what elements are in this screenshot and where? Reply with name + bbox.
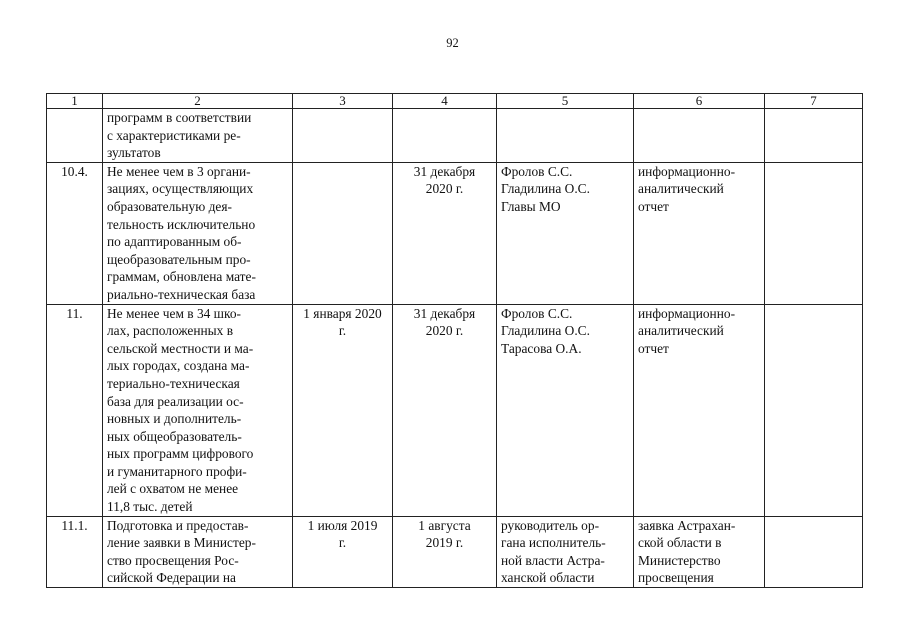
- cell-line: Главы МО: [501, 198, 561, 214]
- column-header: 4: [393, 94, 497, 109]
- item-number-cell: 10.4.: [47, 162, 103, 304]
- cell-line: риально-техническая база: [107, 286, 256, 302]
- cell-line: база для реализации ос-: [107, 393, 244, 409]
- cell-line: аналитический: [638, 323, 724, 339]
- cell-line: лых городах, создана ма-: [107, 358, 250, 374]
- cell-line: отчет: [638, 340, 669, 356]
- table-row: [47, 109, 863, 163]
- cell-line: программ в соответствии: [107, 110, 252, 125]
- column-header: 1: [47, 94, 103, 109]
- cell-line: 31 декабря: [413, 163, 476, 179]
- cell-line: 31 декабря: [413, 305, 476, 321]
- note-cell: [765, 304, 863, 516]
- activity-cell: [103, 162, 293, 304]
- responsible-cell: [497, 162, 634, 304]
- note-cell: [765, 516, 863, 587]
- end-date-cell: [393, 109, 497, 163]
- cell-line: 1 января 2020: [303, 305, 382, 321]
- cell-line: ханской области: [501, 570, 595, 586]
- start-date-cell: [293, 516, 393, 587]
- table-body: [47, 109, 863, 588]
- activity-cell: [103, 516, 293, 587]
- responsible-cell: [497, 109, 634, 163]
- cell-line: ной власти Астра-: [501, 552, 605, 568]
- cell-line: 2020 г.: [425, 181, 464, 197]
- cell-line: ление заявки в Министер-: [107, 535, 256, 551]
- cell-line: ской области в: [638, 535, 722, 551]
- cell-line: лах, расположенных в: [107, 323, 234, 339]
- result-cell: [634, 109, 765, 163]
- page-number: 92: [446, 36, 459, 50]
- cell-line: граммам, обновлена мате-: [107, 269, 256, 285]
- responsible-cell: [497, 304, 634, 516]
- item-number-cell: [47, 109, 103, 163]
- table-row: [47, 162, 863, 304]
- cell-line: ных общеобразователь-: [107, 428, 242, 444]
- cell-line: Не менее чем в 34 шко-: [107, 305, 241, 321]
- cell-line: лей с охватом не менее: [107, 481, 239, 497]
- item-number-cell: 11.: [47, 304, 103, 516]
- cell-line: зультатов: [107, 145, 161, 161]
- cell-line: г.: [338, 535, 347, 551]
- cell-line: Не менее чем в 3 органи-: [107, 163, 251, 179]
- end-date-cell: [393, 162, 497, 304]
- cell-line: тельность исключительно: [107, 216, 256, 232]
- cell-line: Подготовка и предостав-: [107, 517, 249, 533]
- activity-cell: [103, 304, 293, 516]
- table-row: [47, 516, 863, 587]
- column-header: 3: [293, 94, 393, 109]
- result-cell: [634, 162, 765, 304]
- result-cell: [634, 304, 765, 516]
- cell-line: Гладилина О.С.: [501, 323, 590, 339]
- start-date-cell: [293, 304, 393, 516]
- cell-line: новных и дополнитель-: [107, 411, 242, 427]
- cell-line: и гуманитарного профи-: [107, 463, 247, 479]
- cell-line: щеобразовательным про-: [107, 251, 251, 267]
- note-cell: [765, 162, 863, 304]
- cell-line: 1 августа: [418, 517, 471, 533]
- end-date-cell: [393, 304, 497, 516]
- cell-line: просвещения: [638, 570, 714, 586]
- column-header: 6: [634, 94, 765, 109]
- header-row: [47, 94, 863, 109]
- cell-line: г.: [338, 323, 347, 339]
- cell-line: по адаптированным об-: [107, 234, 242, 250]
- cell-line: 1 июля 2019: [307, 517, 378, 533]
- result-cell: [634, 516, 765, 587]
- cell-line: Фролов С.С.: [501, 163, 573, 179]
- cell-line: руководитель ор-: [501, 517, 600, 533]
- cell-line: отчет: [638, 198, 669, 214]
- cell-line: Фролов С.С.: [501, 305, 573, 321]
- cell-line: ство просвещения Рос-: [107, 552, 239, 568]
- cell-line: информационно-: [638, 305, 736, 321]
- responsible-cell: [497, 516, 634, 587]
- cell-line: зациях, осуществляющих: [107, 181, 254, 197]
- activity-cell: [103, 109, 293, 163]
- cell-line: с характеристиками ре-: [107, 127, 241, 143]
- cell-line: образовательную дея-: [107, 198, 232, 214]
- column-header: 7: [765, 94, 863, 109]
- cell-line: сийской Федерации на: [107, 570, 236, 586]
- column-header: 5: [497, 94, 634, 109]
- cell-line: 2020 г.: [425, 323, 464, 339]
- plan-table: [46, 93, 863, 588]
- end-date-cell: [393, 516, 497, 587]
- start-date-cell: [293, 109, 393, 163]
- cell-line: Министерство: [638, 552, 721, 568]
- table-row: [47, 304, 863, 516]
- item-number-cell: 11.1.: [47, 516, 103, 587]
- cell-line: гана исполнитель-: [501, 535, 606, 551]
- cell-line: заявка Астрахан-: [638, 517, 736, 533]
- cell-line: териально-техническая: [107, 375, 240, 391]
- cell-line: 11,8 тыс. детей: [107, 499, 193, 515]
- cell-line: 2019 г.: [425, 535, 464, 551]
- cell-line: ных программ цифрового: [107, 446, 254, 462]
- note-cell: [765, 109, 863, 163]
- start-date-cell: [293, 162, 393, 304]
- cell-line: аналитический: [638, 181, 724, 197]
- column-header: 2: [103, 94, 293, 109]
- cell-line: информационно-: [638, 163, 736, 179]
- cell-line: Тарасова О.А.: [501, 340, 582, 356]
- cell-line: Гладилина О.С.: [501, 181, 590, 197]
- cell-line: сельской местности и ма-: [107, 340, 254, 356]
